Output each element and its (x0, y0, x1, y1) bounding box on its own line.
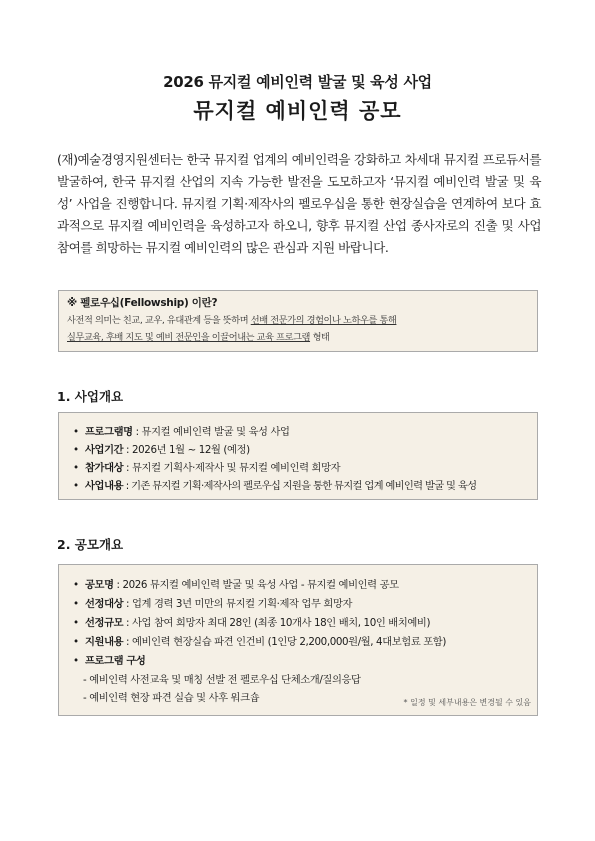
item-label: 지원내용 (85, 636, 124, 648)
item-value: : 2026년 1월 ~ 12월 (예정) (123, 444, 250, 456)
section-1-box (58, 412, 538, 500)
fellowship-note-underlined-1: 선배 전문가의 경험이나 노하우를 통해 (250, 315, 397, 326)
sub-list-item: - 예비인력 사전교육 및 매칭 선발 전 펠로우십 단체소개/질의응답 (83, 674, 361, 686)
bullet-icon: • (73, 617, 79, 629)
item-value: : 뮤지컬 예비인력 발굴 및 육성 사업 (132, 426, 290, 438)
bullet-icon: • (73, 462, 79, 474)
item-value: : 기존 뮤지컬 기획·제작사의 펠로우십 지원을 통한 뮤지컬 업계 예비인력 발굴 및 육성 (123, 480, 477, 492)
list-item (73, 477, 476, 492)
list-item (73, 652, 145, 667)
footnote: * 일정 및 세부내용은 변경될 수 있음 (403, 698, 531, 707)
bullet-icon: • (73, 655, 79, 667)
fellowship-note-title: ※ 펠로우십(Fellowship) 이란? (67, 297, 218, 309)
fellowship-note-box (58, 290, 538, 352)
item-label: 선정규모 (85, 617, 124, 629)
section-1-title: 1. 사업개요 (57, 389, 124, 404)
bullet-icon: • (73, 598, 79, 610)
bullet-icon: • (73, 636, 79, 648)
bullet-icon: • (73, 444, 79, 456)
intro-paragraph: (재)예술경영지원센터는 한국 뮤지컬 업계의 예비인력을 강화하고 차세대 뮤지컬 프로듀서를 발굴하여, 한국 뮤지컬 산업의 지속 가능한 발전을 도모하고자 ‘뮤지컬 예비인력 발굴 및 육성’ 사업을 진행합니다. 뮤지컬 기획·제작사의 펠로우십을 통한 현장실습을 연계하여 보다 효과적으로 뮤지컬 예비인력을 육성하고자 하오니, 향후 뮤지컬 산업 종사자로의 진출 및 사업 참여를 희망하는 뮤지컬 예비인력의 많은 관심과 지원 바랍니다. (57, 152, 541, 255)
fellowship-note-body (67, 312, 529, 346)
item-value: : 뮤지컬 기획사·제작사 및 뮤지컬 예비인력 희망자 (123, 462, 341, 474)
fellowship-note-tail: 형태 (310, 332, 330, 343)
list-item (73, 576, 399, 591)
item-value: : 사업 참여 희망자 최대 28인 (최종 10개사 18인 배치, 10인 배치예비) (123, 617, 431, 629)
item-label: 공모명 (85, 579, 114, 591)
bullet-icon: • (73, 579, 79, 591)
item-value: : 업계 경력 3년 미만의 뮤지컬 기획·제작 업무 희망자 (123, 598, 353, 610)
bullet-icon: • (73, 480, 79, 492)
item-label: 참가대상 (85, 462, 124, 474)
list-item (73, 459, 340, 474)
item-label: 선정대상 (85, 598, 124, 610)
list-item (73, 595, 352, 610)
item-label: 사업기간 (85, 444, 124, 456)
fellowship-note-underlined-2: 실무교육, 후배 지도 및 예비 전문인을 이끌어내는 교육 프로그램 (67, 332, 311, 343)
document-subtitle: 2026 뮤지컬 예비인력 발굴 및 육성 사업 (163, 73, 432, 91)
list-item (73, 441, 250, 456)
item-label: 사업내용 (85, 480, 124, 492)
sub-list-item: - 예비인력 현장 파견 실습 및 사후 워크숍 (83, 692, 260, 704)
section-2-title: 2. 공모개요 (57, 537, 124, 552)
document-title: 뮤지컬 예비인력 공모 (193, 99, 402, 123)
list-item (73, 633, 446, 648)
item-value: : 2026 뮤지컬 예비인력 발굴 및 육성 사업 - 뮤지컬 예비인력 공모 (113, 579, 399, 591)
bullet-icon: • (73, 426, 79, 438)
fellowship-note-plain: 사전적 의미는 친교, 교우, 유대관계 등을 뜻하며 (67, 315, 251, 326)
section-2-box (58, 564, 538, 716)
item-value: : 예비인력 현장실습 파견 인건비 (1인당 2,200,000원/월, 4대보험료 포함) (123, 636, 446, 648)
list-item (73, 614, 430, 629)
list-item (73, 423, 290, 438)
item-label: 프로그램 구성 (85, 655, 146, 667)
item-label: 프로그램명 (85, 426, 133, 438)
